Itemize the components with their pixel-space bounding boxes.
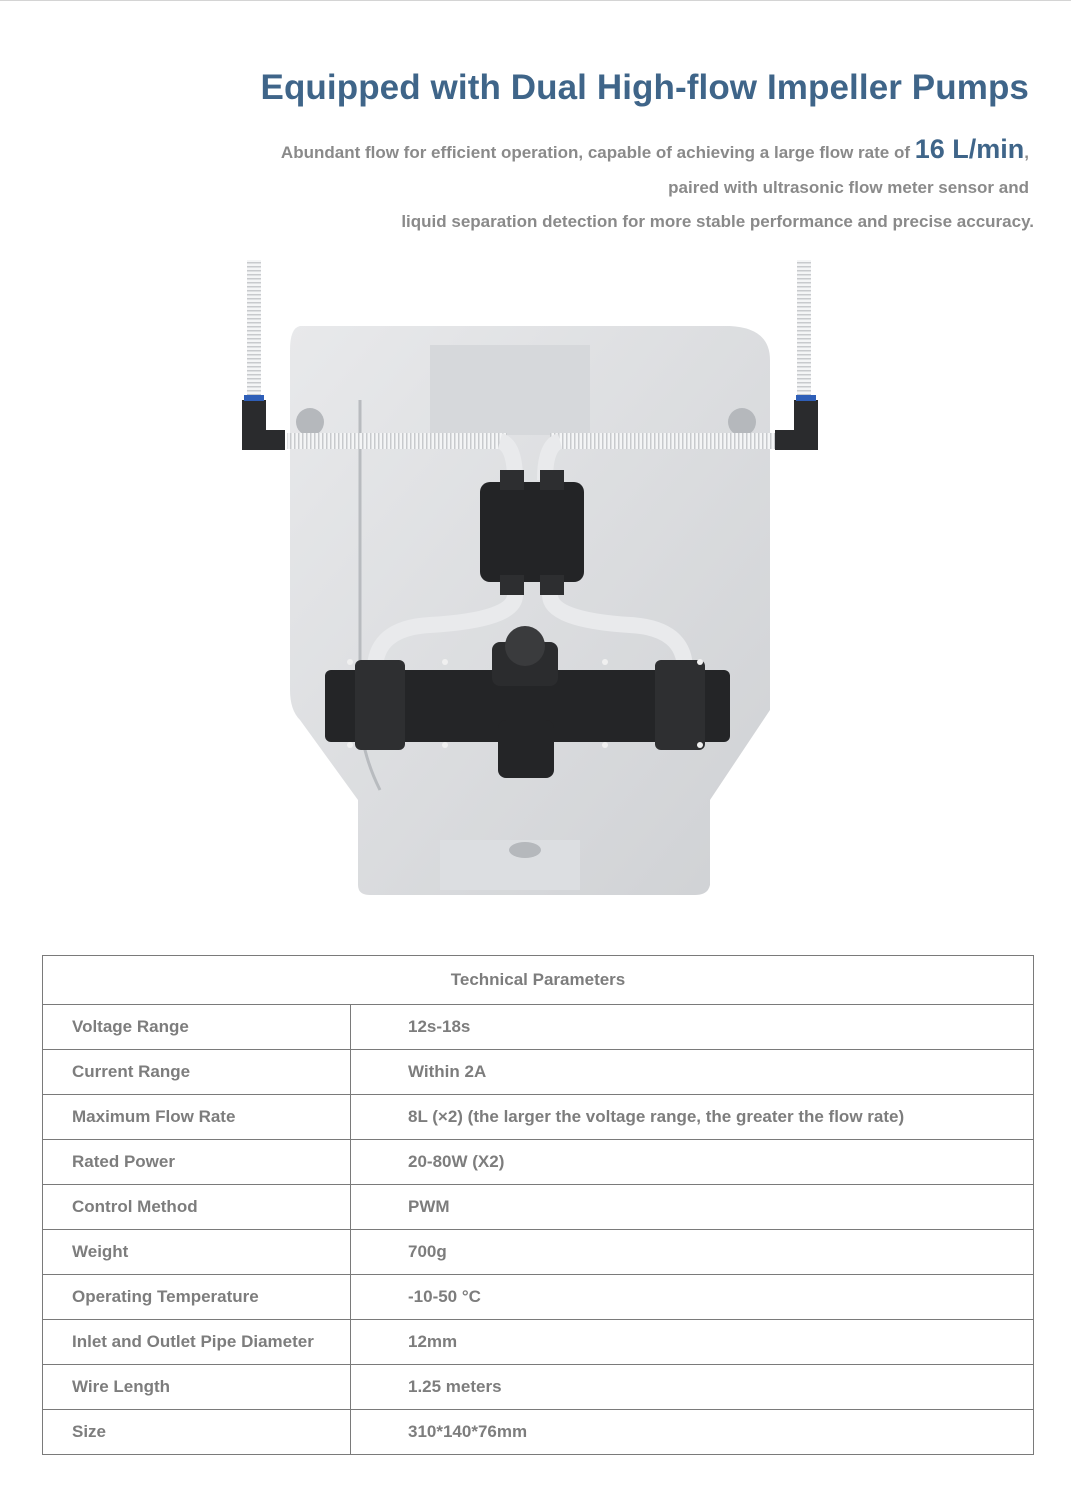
table-row (43, 1185, 1034, 1230)
param-label: Inlet and Outlet Pipe Diameter (43, 1320, 351, 1365)
param-value: 12mm (351, 1320, 1034, 1365)
table-row (43, 1140, 1034, 1185)
table-row (43, 1005, 1034, 1050)
param-label: Maximum Flow Rate (43, 1095, 351, 1140)
subtitle-line-1 (281, 134, 1029, 165)
table-row (43, 1410, 1034, 1455)
subtitle-line-3: liquid separation detection for more stable performance and precise accuracy. (401, 212, 1034, 231)
product-image (230, 250, 830, 910)
top-divider (0, 0, 1071, 1)
table-row (43, 1050, 1034, 1095)
table-heading: Technical Parameters (43, 956, 1034, 1005)
flow-rate-highlight: 16 L/min (914, 134, 1025, 164)
param-label: Voltage Range (43, 1005, 351, 1050)
param-value: 12s-18s (351, 1005, 1034, 1050)
param-value: Within 2A (351, 1050, 1034, 1095)
param-label: Control Method (43, 1185, 351, 1230)
param-value: 700g (351, 1230, 1034, 1275)
subtitle-suffix: , (1024, 143, 1029, 162)
param-label: Operating Temperature (43, 1275, 351, 1320)
param-value: 310*140*76mm (351, 1410, 1034, 1455)
subtitle-line-2: paired with ultrasonic flow meter sensor and (668, 178, 1029, 197)
param-label: Rated Power (43, 1140, 351, 1185)
subtitle-prefix: Abundant flow for efficient operation, capable of achieving a large flow rate of (280, 143, 915, 162)
table-row (43, 1365, 1034, 1410)
table-row (43, 1275, 1034, 1320)
technical-parameters-table (42, 955, 1034, 1455)
table-row (43, 1095, 1034, 1140)
param-label: Size (43, 1410, 351, 1455)
param-value: 8L (×2) (the larger the voltage range, the greater the flow rate) (351, 1095, 1034, 1140)
param-value: 20-80W (X2) (351, 1140, 1034, 1185)
param-value: -10-50 °C (351, 1275, 1034, 1320)
param-value: PWM (351, 1185, 1034, 1230)
table-row (43, 1230, 1034, 1275)
param-label: Wire Length (43, 1365, 351, 1410)
page-title: Equipped with Dual High-flow Impeller Pumps (260, 68, 1029, 107)
param-label: Current Range (43, 1050, 351, 1095)
param-label: Weight (43, 1230, 351, 1275)
param-value: 1.25 meters (351, 1365, 1034, 1410)
table-row (43, 1320, 1034, 1365)
